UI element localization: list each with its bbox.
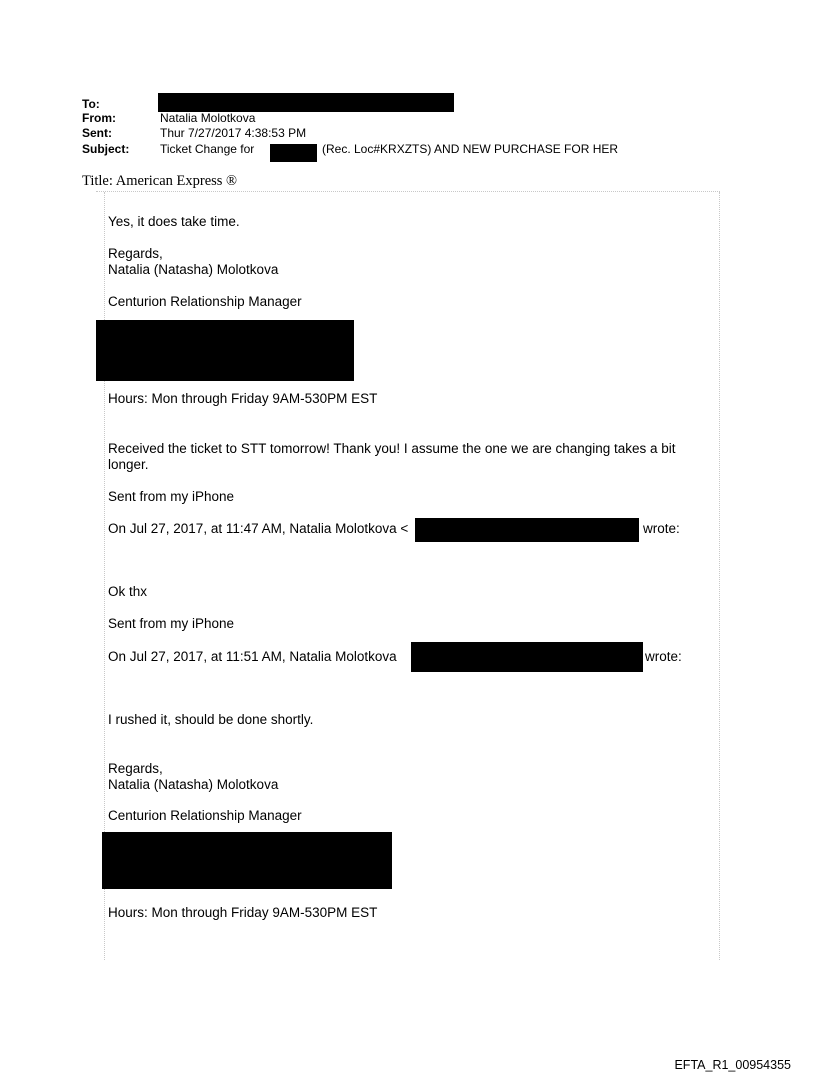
quote-header-prefix: On Jul 27, 2017, at 11:47 AM, Natalia Molotkova < [108, 521, 409, 536]
message-text: Ok thx [108, 584, 148, 599]
quote-header-suffix: wrote: [643, 521, 680, 536]
signature-name: Natalia (Natasha) Molotkova [108, 777, 279, 792]
subject-redaction [270, 144, 317, 162]
signature-name: Natalia (Natasha) Molotkova [108, 262, 279, 277]
signature-role: Centurion Relationship Manager [108, 808, 302, 823]
signature-regards: Regards, [108, 246, 163, 261]
signature-hours: Hours: Mon through Friday 9AM-530PM EST [108, 391, 378, 406]
sent-from-iphone: Sent from my iPhone [108, 489, 235, 504]
email-redaction [411, 642, 643, 672]
title-separator [96, 191, 720, 192]
signature-role: Centurion Relationship Manager [108, 294, 302, 309]
email-redaction [415, 518, 639, 542]
subject-prefix: Ticket Change for [160, 142, 255, 156]
signature-hours: Hours: Mon through Friday 9AM-530PM EST [108, 905, 378, 920]
quote-header-prefix: On Jul 27, 2017, at 11:51 AM, Natalia Molotkova [108, 649, 397, 664]
body-frame-right [719, 192, 720, 960]
quote-header-suffix: wrote: [645, 649, 682, 664]
document-id: EFTA_R1_00954355 [674, 1058, 791, 1072]
title-line: Title: American Express ® [82, 173, 238, 189]
reply-text: Yes, it does take time. [108, 214, 240, 229]
subject-suffix: (Rec. Loc#KRXZTS) AND NEW PURCHASE FOR HER [322, 142, 619, 156]
signature-regards: Regards, [108, 761, 163, 776]
signature-contact-redaction [96, 320, 354, 381]
sent-from-iphone: Sent from my iPhone [108, 616, 235, 631]
sent-value: Thur 7/27/2017 4:38:53 PM [160, 126, 307, 140]
signature-contact-redaction [102, 832, 392, 889]
message-text: I rushed it, should be done shortly. [108, 712, 314, 727]
sent-label: Sent: [82, 126, 112, 140]
from-label: From: [82, 111, 116, 125]
to-label: To: [82, 97, 100, 111]
from-value: Natalia Molotkova [160, 111, 256, 125]
subject-label: Subject: [82, 142, 130, 156]
to-redaction [158, 93, 454, 112]
message-text: Received the ticket to STT tomorrow! Thank you! I assume the one we are changing takes a bit longer. [108, 441, 676, 472]
